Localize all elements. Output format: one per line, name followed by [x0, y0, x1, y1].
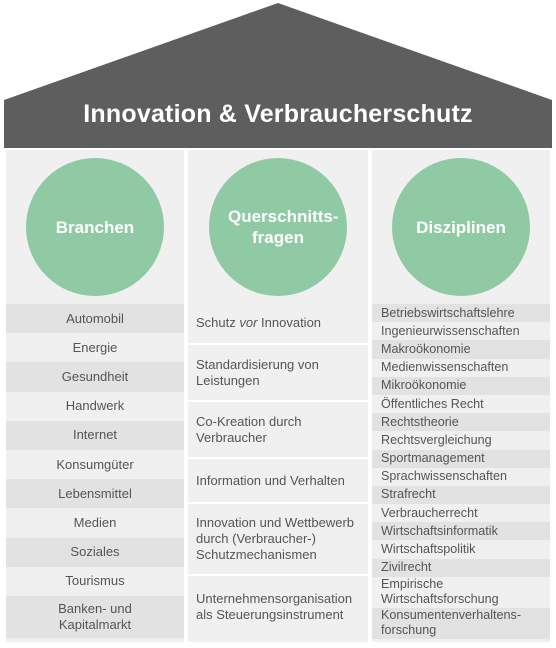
circle-label: Disziplinen — [416, 217, 506, 237]
list-item: Strafrecht — [372, 486, 550, 504]
list-item: Handwerk — [6, 392, 184, 421]
house-title: Innovation & Verbraucherschutz — [83, 100, 473, 128]
list-item: Internet — [6, 421, 184, 450]
item-emphasis: vor — [239, 314, 258, 330]
circle-querschnittsfragen — [209, 158, 347, 296]
list-item: Unternehmensorganisation als Steuerungsinstrument — [188, 576, 368, 638]
item-text: Schutz — [196, 314, 240, 330]
list-item — [188, 302, 368, 345]
circle-disziplinen — [392, 158, 530, 296]
branchen-list — [6, 304, 184, 638]
list-item: Rechtsvergleichung — [372, 431, 550, 449]
list-item: Betriebswirtschaftslehre — [372, 304, 550, 322]
list-item: Lebensmittel — [6, 479, 184, 508]
list-item: Ingenieurwissenschaften — [372, 322, 550, 340]
list-item: Innovation und Wettbewerb durch (Verbraucher-) Schutzmechanismen — [188, 504, 368, 576]
list-item: Information und Verhalten — [188, 459, 368, 504]
circle-label: Querschnitts-fragen — [228, 207, 339, 247]
list-item: Sprachwissenschaften — [372, 468, 550, 486]
column-querschnittsfragen — [188, 150, 368, 642]
disziplinen-list — [372, 304, 550, 639]
list-item: Banken- und Kapitalmarkt — [6, 596, 184, 638]
list-item: Öffentliches Recht — [372, 395, 550, 413]
item-text: Innovation — [257, 314, 322, 330]
list-item: Empirische Wirtschaftsforschung — [372, 577, 550, 608]
column-branchen — [6, 150, 184, 642]
list-item: Wirtschaftspolitik — [372, 540, 550, 558]
list-item: Sportmanagement — [372, 450, 550, 468]
list-item: Medien — [6, 508, 184, 537]
list-item: Mikroökonomie — [372, 377, 550, 395]
list-item: Verbraucherrecht — [372, 504, 550, 522]
list-item: Automobil — [6, 304, 184, 333]
circle-label: Branchen — [55, 217, 135, 237]
list-item: Soziales — [6, 538, 184, 567]
list-item: Standardisierung von Leistungen — [188, 345, 368, 402]
column-disziplinen — [372, 150, 550, 642]
list-item: Tourismus — [6, 567, 184, 596]
list-item: Konsumgüter — [6, 450, 184, 479]
list-item: Rechtstheorie — [372, 413, 550, 431]
list-item: Zivilrecht — [372, 559, 550, 577]
list-item: Wirtschaftsinformatik — [372, 522, 550, 540]
circle-branchen — [26, 158, 164, 296]
list-item: Medienwissenschaften — [372, 359, 550, 377]
list-item: Energie — [6, 333, 184, 362]
list-item: Gesundheit — [6, 362, 184, 391]
list-item: Konsumentenverhaltens-forschung — [372, 608, 550, 639]
querschnittsfragen-list — [188, 302, 368, 638]
list-item: Makroökonomie — [372, 340, 550, 358]
list-item: Co-Kreation durch Verbraucher — [188, 402, 368, 459]
